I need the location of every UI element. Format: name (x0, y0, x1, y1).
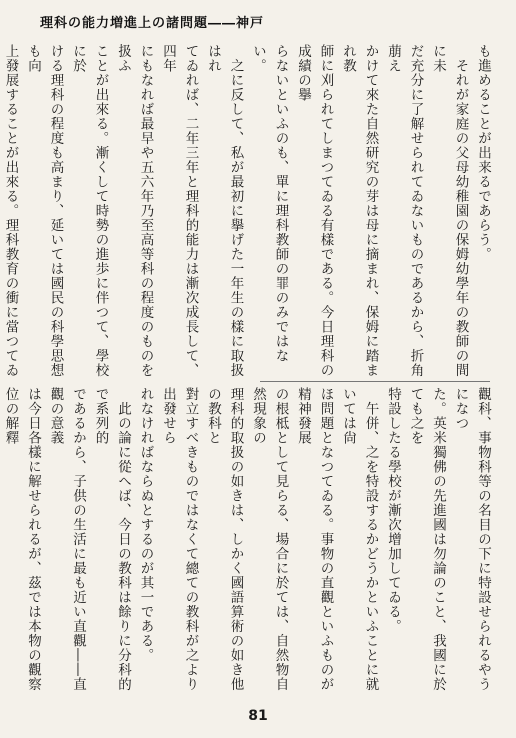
text-line: の根柢として見らる、場合に於ては、自然物自然現象の (250, 387, 289, 692)
text-line: れなければならぬとするのが其一である。 (137, 387, 154, 663)
upper-text-block (2, 44, 494, 379)
text-line: 午併、之を特設するかどうかといふことに就いては尙 (340, 387, 379, 692)
text-line: た。英米獨佛の先進國は勿論のこと、我國に於ても之を (407, 387, 446, 692)
text-line: 之に反して、私が最初に擧げた一年生の樣に取扱はれ (205, 44, 244, 378)
text-line: であるから、子供の生活に最も近い直觀――直觀の意義 (47, 387, 86, 692)
text-line: も進めることが出来るであらう。 (475, 44, 491, 262)
text-line: 對立すべきものではなくて總ての教科が之より出發せら (160, 387, 199, 692)
text-line: ける理科の程度も高まり、延いては國民の科學思想も向 (25, 44, 64, 378)
text-line: かけて來た自然研究の芽は母に摘まれ、保姆に踏まれ教 (340, 44, 379, 378)
text-line: 師に刈られてしまつてゐる有樣である。今日理科の成績の擧 (295, 44, 334, 378)
text-line: 特設したる學校が漸次增加してゐる。 (385, 387, 401, 634)
page-number: 81 (248, 708, 268, 724)
text-line: 上發展することが出來る。理科教育の衝に當つてゐ (2, 44, 19, 378)
lower-text-block (2, 387, 494, 705)
text-line: は今日各樣に解せられるが、茲では本物の觀察位の解釋 (2, 387, 41, 692)
text-line: てゐれば、二年三年と理科的能力は漸次成長して、四年 (160, 44, 199, 378)
text-line: 觀科、事物科等の名目の下に特設せられるやうになつ (452, 387, 491, 692)
text-line: 理科的取扱の如きは、しかく國語算術の如き他の教科と (205, 387, 244, 692)
text-line: らないといふのも、單に理科教師の罪のみではない。 (250, 44, 289, 363)
text-line: それが家庭の父母幼稚園の保姆幼學年の教師の間に未 (430, 44, 469, 378)
text-line: ことが出來る。漸くして時勢の進歩に伴つて、學校に於 (70, 44, 109, 378)
block-divider (260, 381, 490, 382)
running-title: 理科の能力増進上の諸問題――神戸 (40, 16, 265, 31)
text-line: だ充分に了解せられてゐないものであるから、折角萠え (385, 44, 424, 378)
text-line: 此の論に從へば、今日の教科は餘りに分科的で系列的 (92, 387, 131, 692)
text-line: にもなれば最早や五六年乃至高等科の程度のものを扱ふ (115, 44, 154, 378)
text-line: ほ問題となつてゐる。事物の直觀といふものが精神發展 (295, 387, 334, 692)
